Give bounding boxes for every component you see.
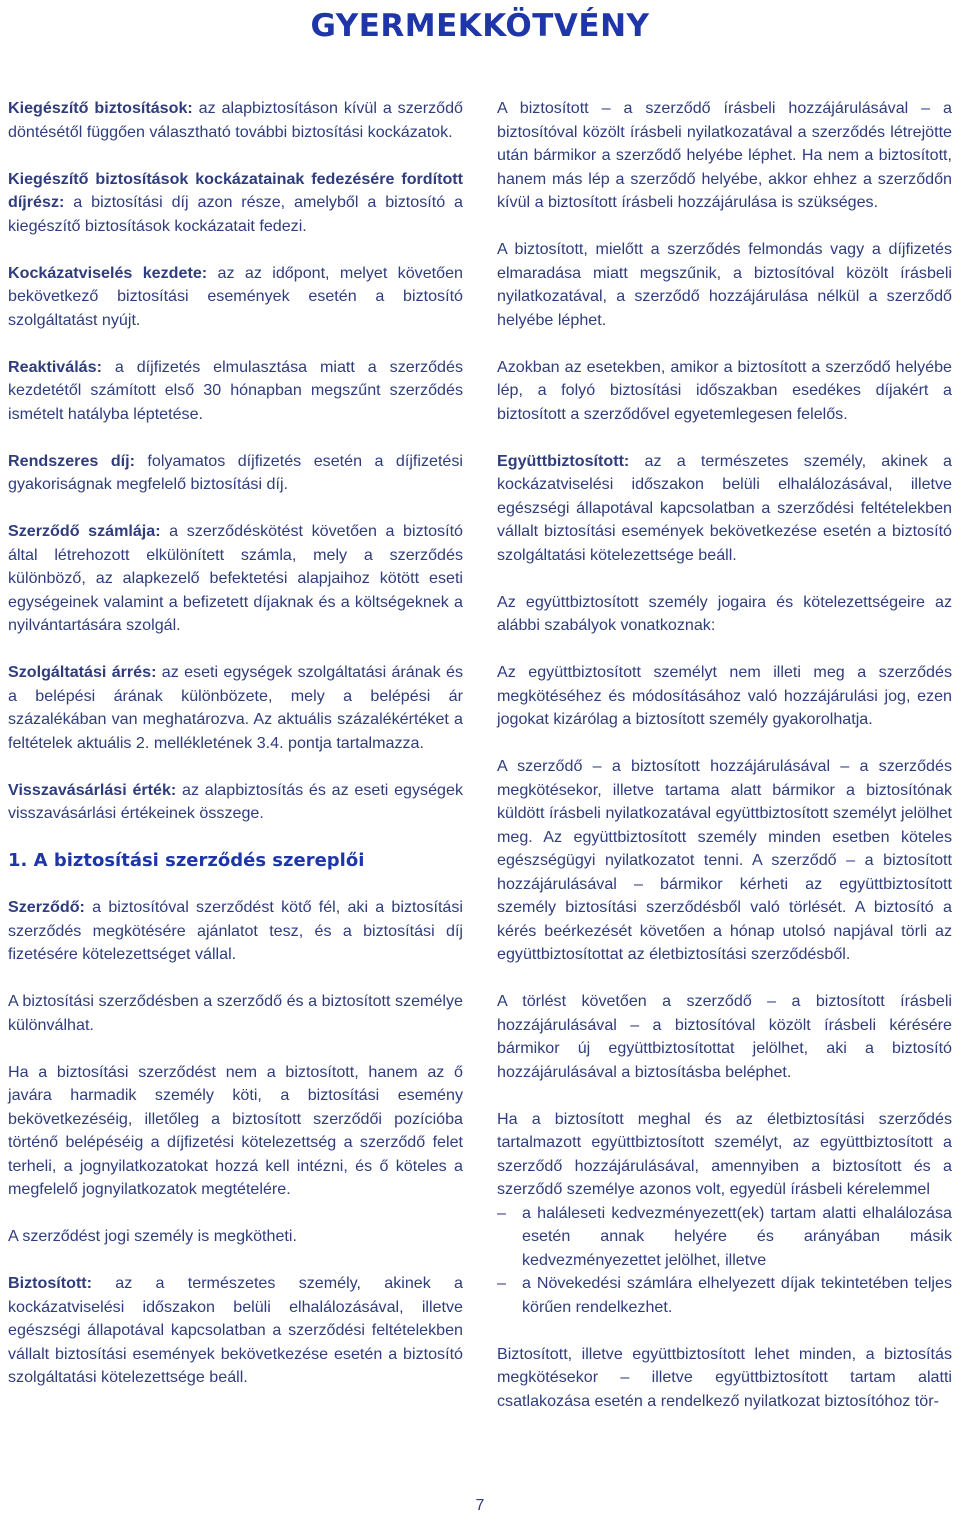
body-paragraph: A biztosított, mielőtt a szerződés felmondás vagy a díjfizetés elmaradása miatt megszűnik, a biztosítóval közölt írásbeli nyilatkozatával, a szerződő hozzájárulása nélkül a szerződő helyébe léphet. xyxy=(497,240,952,329)
left-column xyxy=(8,97,463,1413)
definition-text: az eseti egységek szolgáltatási árának és a belépési árának különbözete, mely a belépési ár százalékában van meghatározva. Az aktuális százalékértéket a feltételek aktuális 2. mellékletének 3.4. pontja tartalmazza. xyxy=(8,663,463,752)
definition-term: Reaktiválás: xyxy=(8,357,102,376)
definition-visszavasarlasi-ertek xyxy=(8,779,463,826)
page-number: 7 xyxy=(475,1497,485,1514)
definition-kiegeszito-dijresz xyxy=(8,168,463,239)
list-item-text: a haláleseti kedvezményezett(ek) tartam alatti elhalálozása esetén annak helyére és arányában másik kedvezményezettet jelölhet, illetve xyxy=(522,1203,952,1269)
definition-kiegeszito-biztositasok xyxy=(8,97,463,144)
body-paragraph: A szerződést jogi személy is megkötheti. xyxy=(8,1227,297,1245)
dash-list xyxy=(497,1202,952,1320)
body-paragraph: Ha a biztosítási szerződést nem a biztosított, hanem az ő javára harmadik személy köti, a biztosítási esemény bekövetkezéséig, illetőleg a biztosított szerződői pozícióba történő belépéséig a díjfizetési kötelezettség a szerződő felet terheli, a jognyilatkozatokat hozzá kell intézni, és ő köteles a megfelelő jognyilatkozatok megtételére. xyxy=(8,1062,463,1198)
body-paragraph: A biztosítási szerződésben a szerződő és a biztosított személye különválhat. xyxy=(8,992,463,1034)
definition-szolgaltatasi-arres xyxy=(8,661,463,755)
body-paragraph: Biztosított, illetve együttbiztosított lehet minden, a biztosítás megkötésekor – illetve együttbiztosított tartam alatti csatlakozása esetén a rendelkező nyilatkozat biztosítóhoz tör- xyxy=(497,1344,952,1410)
definition-term: Kiegészítő biztosítások kockázatainak fedezésére fordított díjrész: xyxy=(8,169,463,211)
definition-text: a szerződéskötést követően a biztosító által létrehozott elkülönített számla, mely a szerződés különböző, az alapkezelő befektetési alapjaihoz kötött eseti egységeinek valamint a befizetett díjaknak és a költségeknek a nyilvántartására szolgál. xyxy=(8,522,463,634)
body-paragraph: Ha a biztosított meghal és az életbiztosítási szerződés tartalmazott együttbiztosított személyt, az együttbiztosított a szerződő hozzájárulásával, amennyiben a biztosított és a szerződő személye azonos volt, egyedül írásbeli kérelemmel xyxy=(497,1109,952,1198)
definition-term: Rendszeres díj: xyxy=(8,451,135,470)
definition-reaktivalas xyxy=(8,356,463,427)
definition-text: folyamatos díjfizetés esetén a díjfizetési gyakoriságnak megfelelő biztosítási díj. xyxy=(8,451,463,493)
definition-text: az alapbiztosításon kívül a szerződő döntésétől függően választható további biztosítási kockázatok. xyxy=(8,99,463,141)
body-paragraph: Az együttbiztosított személyt nem illeti meg a szerződés megkötéséhez és módosításához való hozzájárulási jog, ezen jogokat kizárólag a biztosított személy gyakorolhatja. xyxy=(497,663,952,728)
definition-term: Szerződő: xyxy=(8,898,85,916)
definition-text: az alapbiztosítás és az eseti egységek visszavásárlási értékeinek összege. xyxy=(8,780,463,822)
definition-text: az a természetes személy, akinek a kockázatviselési időszakon belüli elhalálozásával, illetve egészségi állapotával kapcsolatban a szerződési feltételekben vállalt biztosítási események bekövetkezése esetén a biztosító szolgáltatási kötelezettsége beáll. xyxy=(8,1274,463,1386)
list-item xyxy=(497,1202,952,1273)
definition-term: Szerződő számlája: xyxy=(8,522,161,540)
definition-text: az az időpont, melyet követően bekövetkező biztosítási események esetén a biztosító szolgáltatást nyújt. xyxy=(8,263,464,329)
body-paragraph: A biztosított – a szerződő írásbeli hozzájárulásával – a biztosítóval közölt írásbeli nyilatkozatával a szerződés létrejötte után bármikor a szerződő helyébe léphet. Ha nem a biztosított, hanem más lép a szerződő helyébe, akkor ehhez a szerződőn kívül a biztosított írásbeli hozzájárulása is szükséges. xyxy=(497,99,952,211)
body-paragraph: A törlést követően a szerződő – a biztosított írásbeli hozzájárulásával – a biztosítóval közölt írásbeli kérésére bármikor új együttbiztosítottat jelölhet, aki a biztosító hozzájárulásával a biztosításba beléphet. xyxy=(497,992,952,1081)
body-paragraph: A szerződő – a biztosított hozzájárulásával – a szerződés megkötésekor, illetve tartama alatt bármikor a biztosítónak küldött írásbeli nyilatkozatával együttbiztosított személyt jelölhet meg. Az együttbiztosított személy minden esetben köteles egészségügyi nyilatkozatot tenni. A szerződő – a biztosított hozzájárulásával – bármikor kérheti az együttbiztosított személy biztosítási szerződésből való törlését. A biztosító a kérés beérkezését követően a hónap utolsó napjával törli az együttbiztosítottat az életbiztosítási szerződésből. xyxy=(497,757,952,963)
definition-biztositott xyxy=(8,1272,463,1390)
definition-egyuttbiztositott xyxy=(497,450,952,568)
definition-kockazatviseles-kezdete xyxy=(8,262,463,333)
dash-bullet: – xyxy=(497,1274,506,1292)
list-item-text: a Növekedési számlára elhelyezett díjak tekintetében teljes körűen rendelkezhet. xyxy=(522,1274,952,1316)
definition-szerzodo-szamlaja xyxy=(8,520,463,638)
definition-text: a díjfizetés elmulasztása miatt a szerződés kezdetétől számított első 30 hónapban megszűnt szerződés ismételt hatályba léptetése. xyxy=(8,357,463,423)
definition-term: Együttbiztosított: xyxy=(497,451,630,470)
definition-text: a biztosítóval szerződést kötő fél, aki a biztosítási szerződés megkötésére ajánlatot tesz, és a biztosítási díj fizetésére kötelezettséget vállal. xyxy=(8,898,463,963)
right-column xyxy=(497,97,952,1437)
definition-term: Szolgáltatási árrés: xyxy=(8,663,157,681)
page-title: GYERMEKKÖTVÉNY xyxy=(310,8,650,44)
definition-szerzodo xyxy=(8,896,463,967)
list-item xyxy=(497,1272,952,1319)
definition-term: Kockázatviselés kezdete: xyxy=(8,263,208,282)
definition-text: a biztosítási díj azon része, amelyből a biztosító a kiegészítő biztosítások kockázatait fedezi. xyxy=(8,193,463,235)
definition-term: Biztosított: xyxy=(8,1274,93,1292)
body-paragraph: Azokban az esetekben, amikor a biztosított a szerződő helyébe lép, a folyó biztosítási időszakban esedékes díjakért a biztosított a szerződővel egyetemlegesen felelős. xyxy=(497,357,952,423)
definition-rendszeres-dij xyxy=(8,450,463,497)
definition-text: az a természetes személy, akinek a kockázatviselési időszakon belüli elhalálozásával, illetve egészségi állapotával kapcsolatban a szerződési feltételekben vállalt biztosítási események bekövetkezése esetén a biztosító szolgáltatási kötelezettsége beáll. xyxy=(497,451,952,564)
definition-term: Visszavásárlási érték: xyxy=(8,780,177,799)
body-paragraph: Az együttbiztosított személy jogaira és kötelezettségeire az alábbi szabályok vonatkoznak: xyxy=(497,592,952,634)
dash-bullet: – xyxy=(497,1203,506,1222)
section-heading: 1. A biztosítási szerződés szereplői xyxy=(8,850,365,871)
definition-term: Kiegészítő biztosítások: xyxy=(8,99,193,117)
